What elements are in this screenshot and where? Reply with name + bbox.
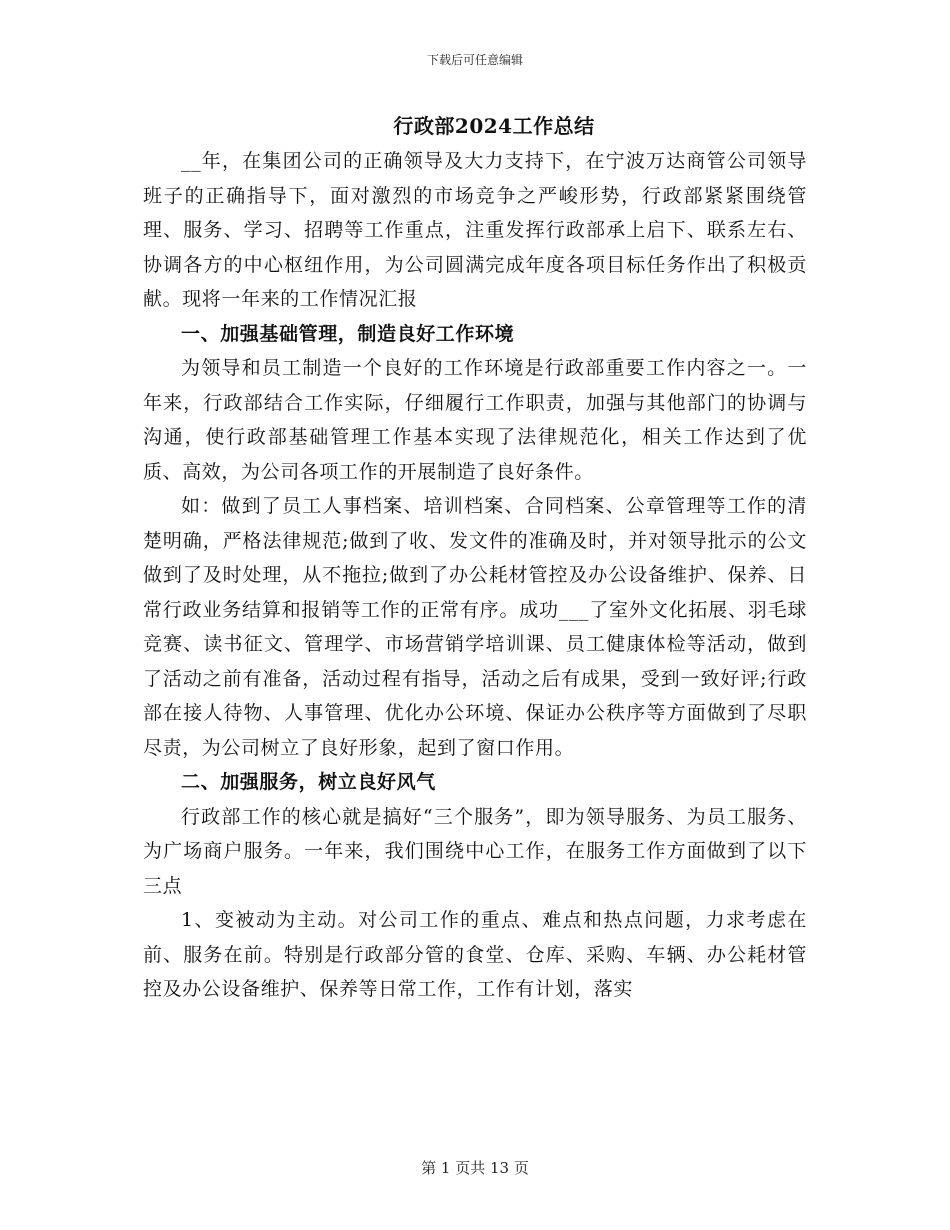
page-header-note: 下载后可任意编辑	[426, 53, 523, 67]
page-number: 第 1 页共 13 页	[421, 1159, 529, 1177]
section-heading-1: 一、加强基础管理，制造良好工作环境	[181, 322, 515, 345]
document-body	[143, 108, 807, 1007]
section2-paragraph-1: 行政部工作的核心就是搞好“三个服务”，即为领导服务、为员工服务、为广场商户服务。一年来，我们围绕中心工作，在服务工作方面做到了以下三点	[143, 805, 807, 897]
section2-paragraph-2: 1、变被动为主动。对公司工作的重点、难点和热点问题，力求考虑在前、服务在前。特别是行政部分管的食堂、仓库、采购、车辆、办公耗材管控及办公设备维护、保养等日常工作，工作有计划，落实	[143, 909, 807, 1000]
section-heading-2: 二、加强服务，树立良好风气	[181, 771, 436, 793]
section1-paragraph-1: 为领导和员工制造一个良好的工作环境是行政部重要工作内容之一。一年来，行政部结合工作实际，仔细履行工作职责，加强与其他部门的协调与沟通，使行政部基础管理工作基本实现了法律规范化，相关工作达到了优质、高效，为公司各项工作的开展制造了良好条件。	[143, 357, 807, 483]
section1-paragraph-2: 如：做到了员工人事档案、培训档案、合同档案、公章管理等工作的清楚明确，严格法律规范;做到了收、发文件的准确及时，并对领导批示的公文做到了及时处理，从不拖拉;做到了办公耗材管控及办公设备维护、保养、日常行政业务结算和报销等工作的正常有序。成功___了室外文化拓展、羽毛球竞赛、读书征文、管理学、市场营销学培训课、员工健康体检等活动，做到了活动之前有准备，活动过程有指导，活动之后有成果，受到一致好评;行政部在接人待物、人事管理、优化办公环境、保证办公秩序等方面做到了尽职尽责，为公司树立了良好形象，起到了窗口作用。	[143, 495, 807, 759]
document-title: 行政部2024工作总结	[393, 114, 595, 138]
intro-paragraph: __年，在集团公司的正确领导及大力支持下，在宁波万达商管公司领导班子的正确指导下，面对激烈的市场竞争之严峻形势，行政部紧紧围绕管理、服务、学习、招聘等工作重点，注重发挥行政部承上启下、联系左右、协调各方的中心枢纽作用，为公司圆满完成年度各项目标任务作出了积极贡献。现将一年来的工作情况汇报	[143, 150, 807, 310]
